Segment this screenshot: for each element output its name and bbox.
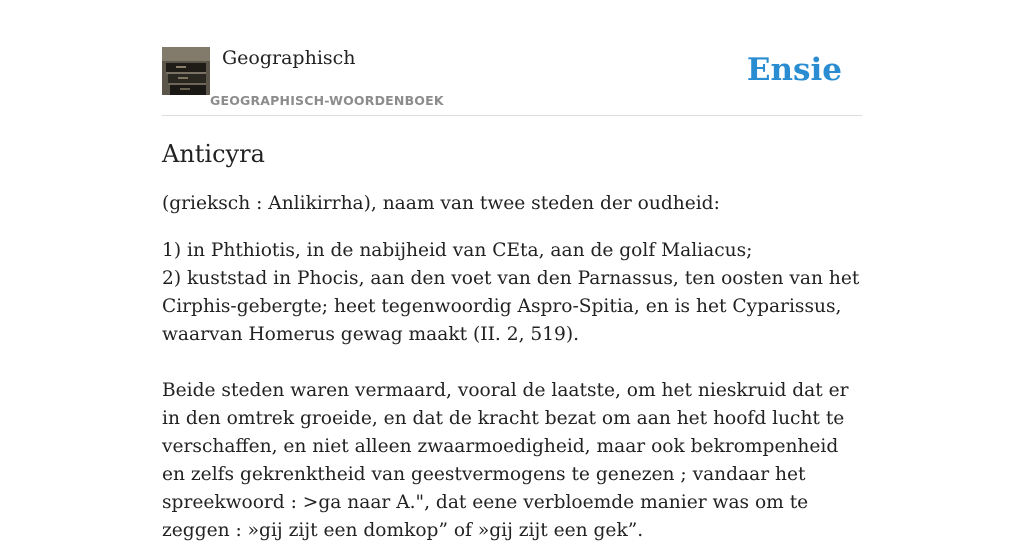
article-item-1: 1) in Phthiotis, in de nabijheid van CEta, aan de golf Maliacus; [162, 240, 753, 261]
article-paragraph: Beide steden waren vermaard, vooral de laatste, om het nieskruid dat er in den omtrek groeide, en dat de kracht bezat om aan het hoofd lucht te verschaffen, en niet alleen zwaarmoedigheid, maar ook bekrompenheid en zelfs gekrenktheid van geestvermogens te genezen ; vandaar het spreekwoord : >ga naar A.", dat eene verbloemde manier was om te zeggen : »gij zijt een domkop” of »gij zijt een gek”. [162, 380, 849, 541]
article-item-2: 2) kuststad in Phocis, aan den voet van den Parnassus, ten oosten van het Cirphis-gebergte; heet tegenwoordig Aspro-Spitia, en is het Cyparissus, waarvan Homerus gewag maakt (II. 2, 519). [162, 268, 860, 345]
header-divider [162, 115, 862, 116]
source-subtitle[interactable]: GEOGRAPHISCH-WOORDENBOEK [210, 93, 444, 108]
source-header [162, 46, 862, 116]
books-photo-icon [162, 47, 210, 95]
article-intro: (grieksch : Anlikirrha), naam van twee steden der oudheid: [162, 193, 720, 214]
source-title[interactable]: Geographisch [222, 47, 356, 69]
article-title: Anticyra [162, 140, 265, 168]
source-avatar[interactable] [162, 47, 210, 95]
ensie-logo[interactable]: Ensie [746, 52, 842, 88]
article-body [162, 134, 862, 545]
